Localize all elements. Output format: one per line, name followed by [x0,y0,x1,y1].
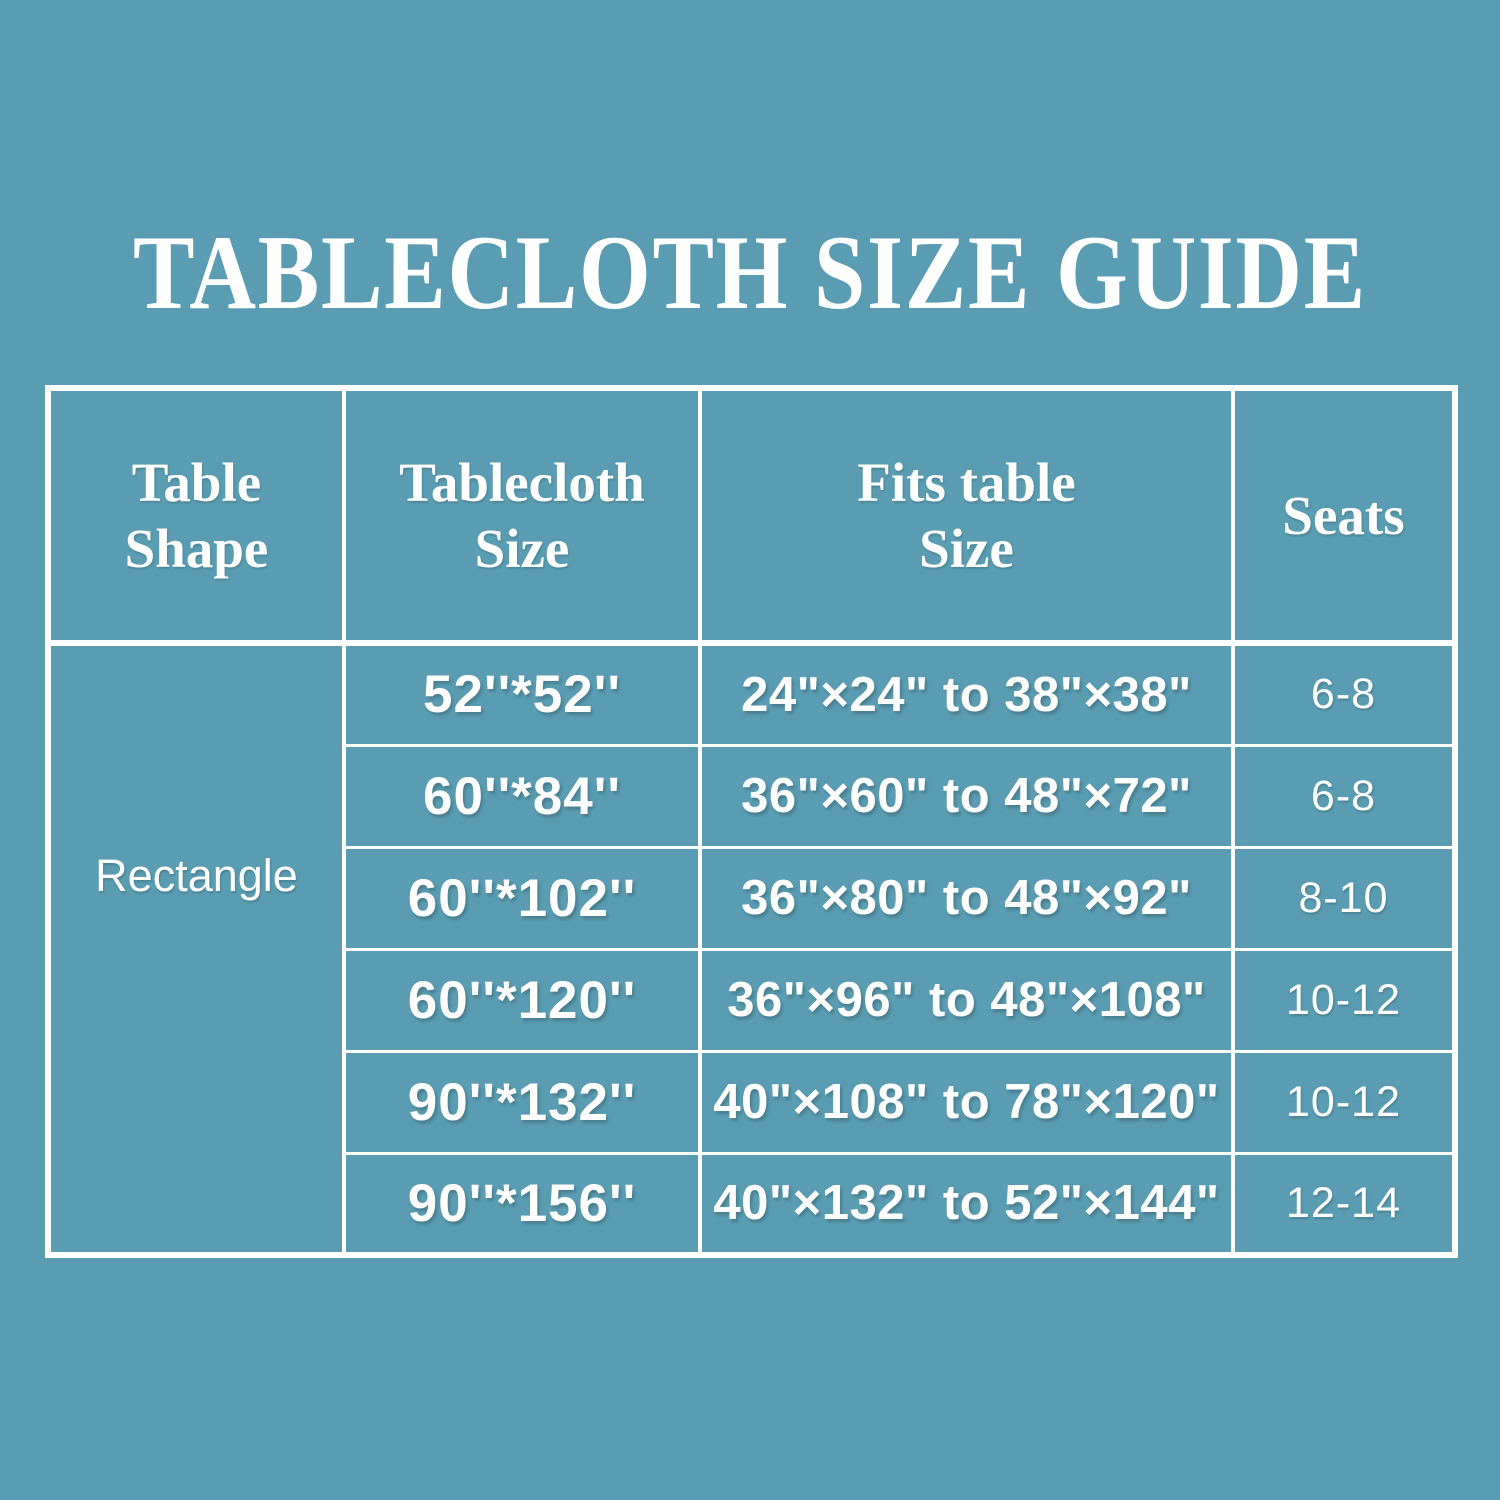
header-fits-table-size [700,388,1233,643]
fits-table-size-cell: 40"×132" to 52"×144" [700,1153,1233,1255]
seats-cell: 6-8 [1233,745,1455,847]
header-tablecloth-size-line2: Size [474,517,570,579]
tablecloth-size-cell: 90''*132'' [344,1051,700,1153]
header-tablecloth-size-line1: Tablecloth [399,451,645,513]
fits-table-size-cell: 36"×96" to 48"×108" [700,949,1233,1051]
header-row [48,388,1455,643]
tablecloth-size-cell: 60''*120'' [344,949,700,1051]
header-tablecloth-size [344,388,700,643]
page-title: TABLECLOTH SIZE GUIDE [132,214,1368,331]
seats-cell: 6-8 [1233,643,1455,745]
header-table-shape-line1: Table [131,451,262,513]
shape-cell [48,643,344,1255]
tablecloth-size-cell: 90''*156'' [344,1153,700,1255]
header-table-shape [48,388,344,643]
seats-cell: 12-14 [1233,1153,1455,1255]
header-seats-line1: Seats [1282,484,1405,546]
fits-table-size-cell: 36"×80" to 48"×92" [700,847,1233,949]
tablecloth-size-cell: 60''*84'' [344,745,700,847]
table-row [48,643,1455,745]
shape-label: Rectangle [95,850,298,901]
seats-cell: 10-12 [1233,949,1455,1051]
tablecloth-size-table [45,385,1458,1258]
seats-cell: 10-12 [1233,1051,1455,1153]
header-seats [1233,388,1455,643]
fits-table-size-cell: 24"×24" to 38"×38" [700,643,1233,745]
tablecloth-size-cell: 52''*52'' [344,643,700,745]
fits-table-size-cell: 40"×108" to 78"×120" [700,1051,1233,1153]
header-fits-table-size-line1: Fits table [857,451,1076,513]
header-table-shape-line2: Shape [124,517,269,579]
fits-table-size-cell: 36"×60" to 48"×72" [700,745,1233,847]
seats-cell: 8-10 [1233,847,1455,949]
tablecloth-size-cell: 60''*102'' [344,847,700,949]
header-fits-table-size-line2: Size [919,517,1014,579]
